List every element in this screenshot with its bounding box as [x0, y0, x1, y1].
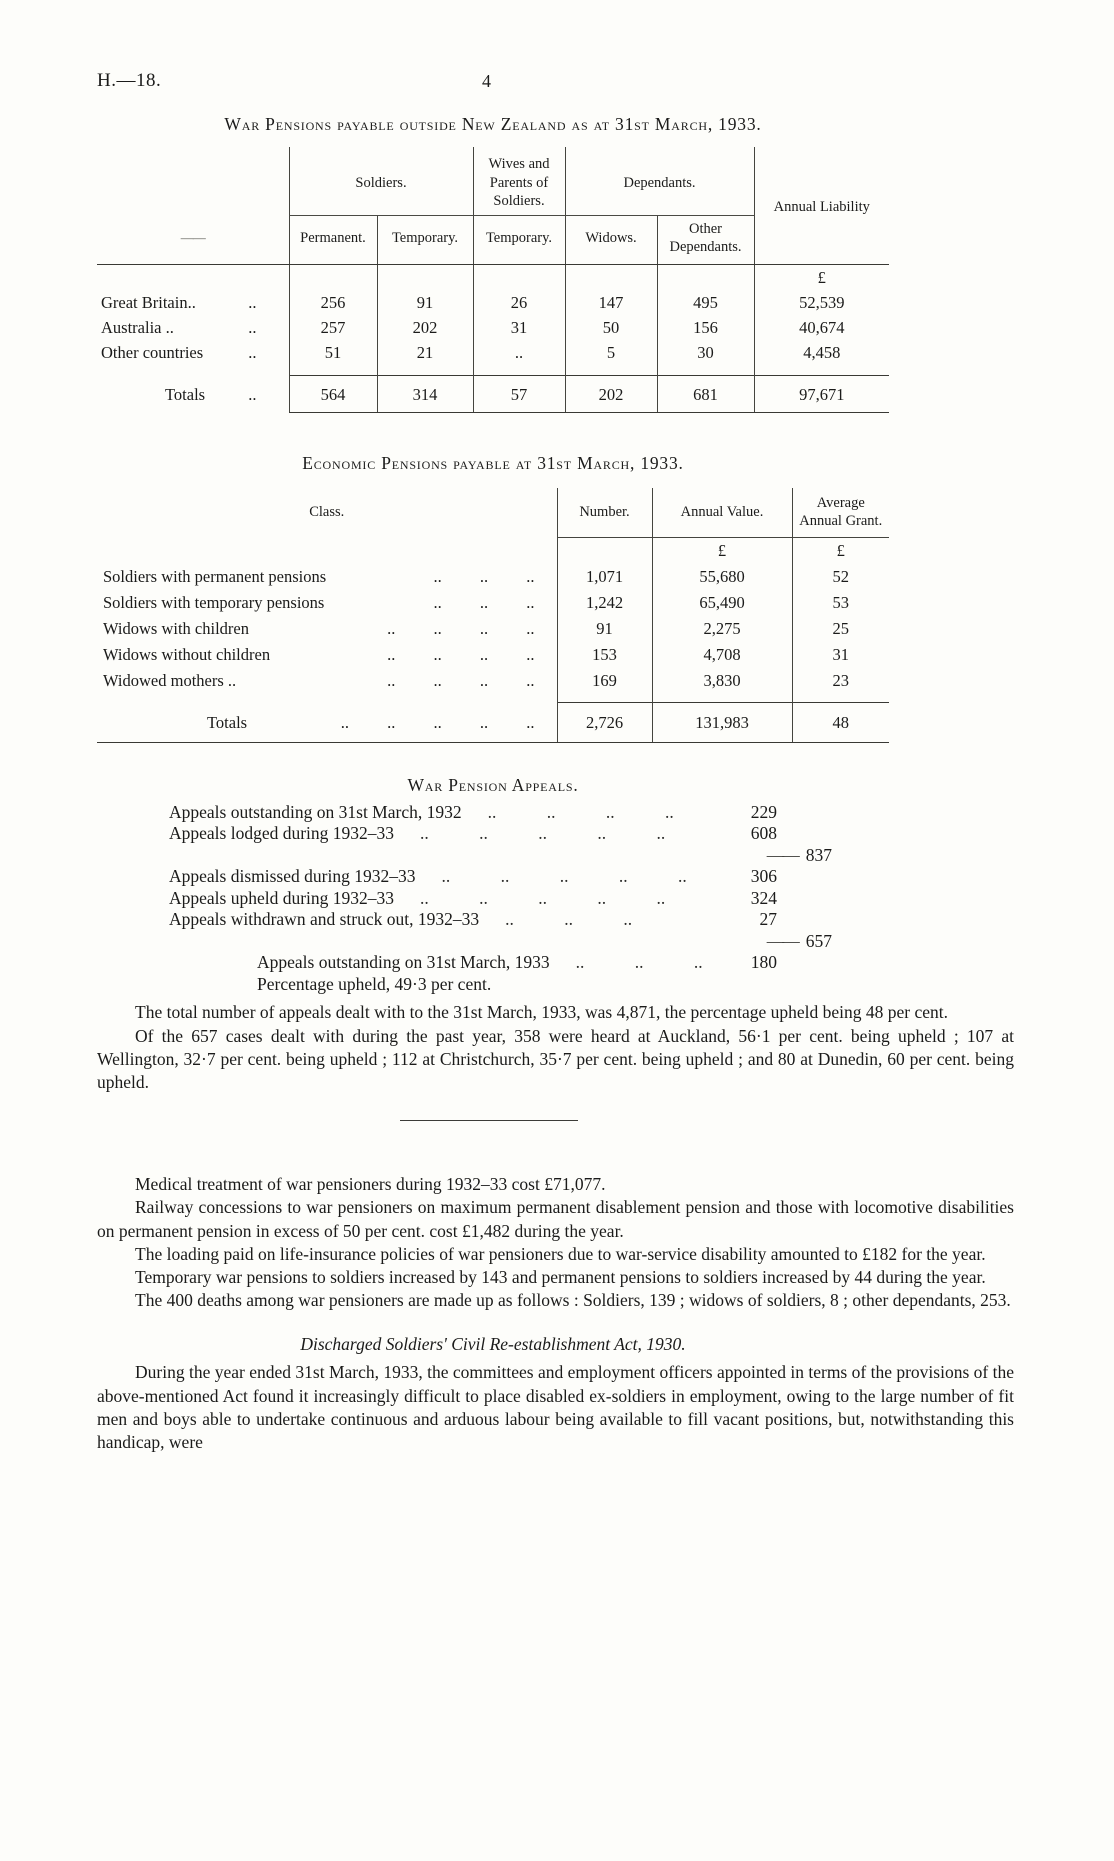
leader-dots: ..	[248, 342, 257, 362]
paragraph: Railway concessions to war pensioners on maximum permanent disablement pension and those with locomotive disabilities on permanent pension in excess of 50 per cent. cost £1,482 during the year.	[97, 1197, 1014, 1241]
class-cell	[97, 590, 557, 616]
row-label: Widows with children	[103, 618, 249, 638]
leader-dots: .. .. .. .. ..	[420, 823, 666, 844]
leader-dots: .. .. ..	[505, 909, 633, 930]
currency-row	[97, 537, 889, 564]
leader-dots: ..	[248, 384, 257, 404]
header-dash: ——	[180, 229, 205, 245]
cell-number: 169	[557, 668, 652, 703]
group-header-row	[97, 147, 889, 215]
section-divider-rule	[400, 1120, 578, 1121]
temporary-wives-header: Temporary.	[473, 215, 565, 264]
appeals-paragraphs	[97, 1001, 1014, 1094]
cell-annual-value: 2,275	[652, 616, 792, 642]
leader-dots: .. .. .. ..	[487, 801, 674, 822]
permanent-header: Permanent.	[289, 215, 377, 264]
leader-dots: .. .. .. .. ..	[340, 712, 535, 732]
currency-row	[97, 264, 889, 290]
paragraph: Of the 657 cases dealt with during the past year, 358 were heard at Auckland, 56·1 per cent. being upheld ; 107 at Wellington, 32·7 per cent. being upheld ; 112 at Christchurch, 35·7 per cent. being upheld ; and 80 at Dunedin, 60 per cent. being upheld.	[97, 1025, 1014, 1092]
cell-wives-temporary: ..	[473, 340, 565, 376]
appeal-line	[257, 952, 777, 974]
total-wives-temporary: 57	[473, 375, 565, 412]
act-heading: Discharged Soldiers' Civil Re-establishment Act, 1930.	[300, 1334, 686, 1355]
paragraph: The total number of appeals dealt with to the 31st March, 1933, was 4,871, the percentage upheld being 48 per cent.	[135, 1002, 949, 1023]
other-dependants-header: Other Dependants.	[657, 215, 754, 264]
appeal-line	[169, 866, 777, 888]
empty-header-cell	[97, 147, 289, 215]
currency-symbol: £	[792, 537, 889, 564]
appeals-list	[169, 802, 1014, 996]
leader-dots: .. .. .. ..	[387, 644, 535, 664]
empty-cell	[289, 264, 377, 290]
cell-other-dependants: 495	[657, 290, 754, 315]
empty-cell	[377, 264, 473, 290]
cell-annual-liability: 4,458	[754, 340, 889, 376]
totals-label: Totals	[207, 712, 248, 732]
row-label: Soldiers with temporary pensions	[103, 592, 325, 612]
appeal-value: 324	[750, 887, 777, 908]
soldiers-group-header: Soldiers.	[289, 147, 473, 215]
cell-other-dependants: 30	[657, 340, 754, 376]
number-header: Number.	[557, 488, 652, 538]
subtotal-value: 837	[805, 844, 832, 865]
appeals-subtotal	[169, 931, 832, 953]
cell-permanent: 257	[289, 315, 377, 340]
leader-dots: .. .. ..	[433, 566, 535, 586]
cell-wives-temporary: 31	[473, 315, 565, 340]
leader-dots: .. .. ..	[575, 952, 703, 973]
cell-temporary: 21	[377, 340, 473, 376]
cell-widows: 50	[565, 315, 657, 340]
row-label-cell	[97, 315, 289, 340]
leader-dots: ..	[248, 317, 257, 337]
table-row	[97, 315, 889, 340]
cell-average-grant: 53	[792, 590, 889, 616]
cell-annual-liability: 52,539	[754, 290, 889, 315]
annual-liability-header: Annual Liability	[754, 147, 889, 264]
table-row	[97, 590, 889, 616]
dependants-group-header: Dependants.	[565, 147, 754, 215]
cell-temporary: 91	[377, 290, 473, 315]
appeal-line	[169, 802, 777, 824]
leader-dots: .. .. ..	[433, 592, 535, 612]
cell-number: 153	[557, 642, 652, 668]
page-header	[97, 70, 1014, 98]
document-reference: H.—18.	[97, 70, 162, 91]
row-label: Great Britain..	[101, 292, 196, 312]
empty-cell	[657, 264, 754, 290]
appeal-label: Appeals outstanding on 31st March, 1932	[169, 801, 462, 822]
appeal-label: Appeals outstanding on 31st March, 1933	[257, 952, 550, 973]
appeal-line	[169, 823, 777, 845]
average-grant-header: Average Annual Grant.	[792, 488, 889, 538]
total-widows: 202	[565, 375, 657, 412]
table-row	[97, 564, 889, 590]
cell-number: 91	[557, 616, 652, 642]
cell-annual-value: 55,680	[652, 564, 792, 590]
appeal-value: 306	[750, 866, 777, 887]
appeal-value: 229	[750, 801, 777, 822]
total-annual-liability: 97,671	[754, 375, 889, 412]
empty-cell	[473, 264, 565, 290]
cell-annual-value: 3,830	[652, 668, 792, 703]
cell-other-dependants: 156	[657, 315, 754, 340]
class-header: Class.	[309, 504, 345, 521]
subtotal-value: 657	[805, 930, 832, 951]
total-annual-value: 131,983	[652, 702, 792, 742]
economic-pensions-table-title: Economic Pensions payable at 31st March, 1933.	[302, 452, 684, 473]
percentage-upheld-line: Percentage upheld, 49·3 per cent.	[257, 973, 492, 994]
class-cell	[97, 616, 557, 642]
row-label: Widowed mothers ..	[103, 671, 237, 691]
paragraph: The 400 deaths among war pensioners are made up as follows : Soldiers, 139 ; widows of soldiers, 8 ; other dependants, 253.	[135, 1290, 1011, 1311]
appeal-label: Appeals withdrawn and struck out, 1932–33	[169, 909, 480, 930]
header-row	[97, 488, 889, 538]
totals-row	[97, 375, 889, 412]
cell-average-grant: 25	[792, 616, 889, 642]
economic-pensions-table	[97, 488, 889, 743]
cell-annual-value: 65,490	[652, 590, 792, 616]
cell-temporary: 202	[377, 315, 473, 340]
row-label: Australia ..	[101, 317, 174, 337]
cell-widows: 5	[565, 340, 657, 376]
widows-header: Widows.	[565, 215, 657, 264]
cell-wives-temporary: 26	[473, 290, 565, 315]
war-pensions-table	[97, 147, 889, 413]
label-header-cell	[97, 215, 289, 264]
empty-cell	[557, 537, 652, 564]
totals-label-cell	[97, 375, 289, 412]
table-row	[97, 290, 889, 315]
total-temporary: 314	[377, 375, 473, 412]
empty-cell	[97, 537, 557, 564]
total-permanent: 564	[289, 375, 377, 412]
appeals-title: War Pension Appeals.	[407, 774, 579, 795]
empty-cell	[565, 264, 657, 290]
table-row	[97, 668, 889, 703]
resettlement-paragraph: During the year ended 31st March, 1933, the committees and employment officers appointed in terms of the provisions of the above-mentioned Act found it increasingly difficult to place disabled ex-soldiers in employment, owing to the large number of fit men and boys able to undertake continuous and arduous labour being available to fill vacant positions, but, notwithstanding this handicap, were	[97, 1362, 1014, 1452]
cell-average-grant: 52	[792, 564, 889, 590]
table-row	[97, 642, 889, 668]
leader-dots: .. .. .. ..	[387, 671, 535, 691]
currency-symbol: £	[754, 264, 889, 290]
cell-widows: 147	[565, 290, 657, 315]
appeal-label: Appeals upheld during 1932–33	[169, 887, 395, 908]
totals-row	[97, 702, 889, 742]
appeal-label: Appeals dismissed during 1932–33	[169, 866, 416, 887]
appeal-value: 27	[759, 909, 777, 930]
wives-group-header: Wives and Parents of Soldiers.	[473, 147, 565, 215]
appeal-value: 608	[750, 823, 777, 844]
cell-average-grant: 23	[792, 668, 889, 703]
paragraph: Temporary war pensions to soldiers increased by 143 and permanent pensions to soldiers increased by 44 during the year.	[135, 1266, 986, 1287]
annual-value-header: Annual Value.	[652, 488, 792, 538]
war-pensions-table-title: War Pensions payable outside New Zealand as at 31st March, 1933.	[224, 114, 762, 134]
subtotal-dash: ——	[766, 844, 798, 865]
class-cell	[97, 564, 557, 590]
cell-number: 1,242	[557, 590, 652, 616]
currency-symbol: £	[652, 537, 792, 564]
cell-average-grant: 31	[792, 642, 889, 668]
appeal-line	[169, 909, 777, 931]
cell-number: 1,071	[557, 564, 652, 590]
page-number: 4	[482, 71, 491, 91]
paragraph: Medical treatment of war pensioners during 1932–33 cost £71,077.	[135, 1174, 606, 1195]
cell-annual-liability: 40,674	[754, 315, 889, 340]
total-average-grant: 48	[792, 702, 889, 742]
appeals-subtotal	[169, 845, 832, 867]
temporary-soldiers-header: Temporary.	[377, 215, 473, 264]
cell-permanent: 256	[289, 290, 377, 315]
row-label: Other countries	[101, 342, 204, 362]
cell-annual-value: 4,708	[652, 642, 792, 668]
paragraph: The loading paid on life-insurance policies of war pensioners due to war-service disability amounted to £182 for the year.	[135, 1243, 986, 1264]
leader-dots: ..	[248, 292, 257, 312]
row-label-cell	[97, 290, 289, 315]
totals-label-cell	[97, 702, 557, 742]
table-row	[97, 340, 889, 376]
row-label: Widows without children	[103, 644, 271, 664]
leader-dots: .. .. .. ..	[387, 618, 535, 638]
subtotal-dash: ——	[766, 930, 798, 951]
empty-cell	[97, 264, 289, 290]
table-row	[97, 616, 889, 642]
statistics-paragraphs	[97, 1173, 1014, 1312]
row-label: Soldiers with permanent pensions	[103, 566, 327, 586]
appeal-value: 180	[750, 952, 777, 973]
appeal-label: Appeals lodged during 1932–33	[169, 823, 395, 844]
leader-dots: .. .. .. .. ..	[441, 866, 687, 887]
cell-permanent: 51	[289, 340, 377, 376]
class-cell	[97, 668, 557, 703]
appeal-line	[169, 888, 777, 910]
row-label-cell	[97, 340, 289, 376]
total-number: 2,726	[557, 702, 652, 742]
leader-dots: .. .. .. .. ..	[420, 887, 666, 908]
class-cell	[97, 642, 557, 668]
totals-label: Totals	[165, 384, 206, 404]
total-other-dependants: 681	[657, 375, 754, 412]
